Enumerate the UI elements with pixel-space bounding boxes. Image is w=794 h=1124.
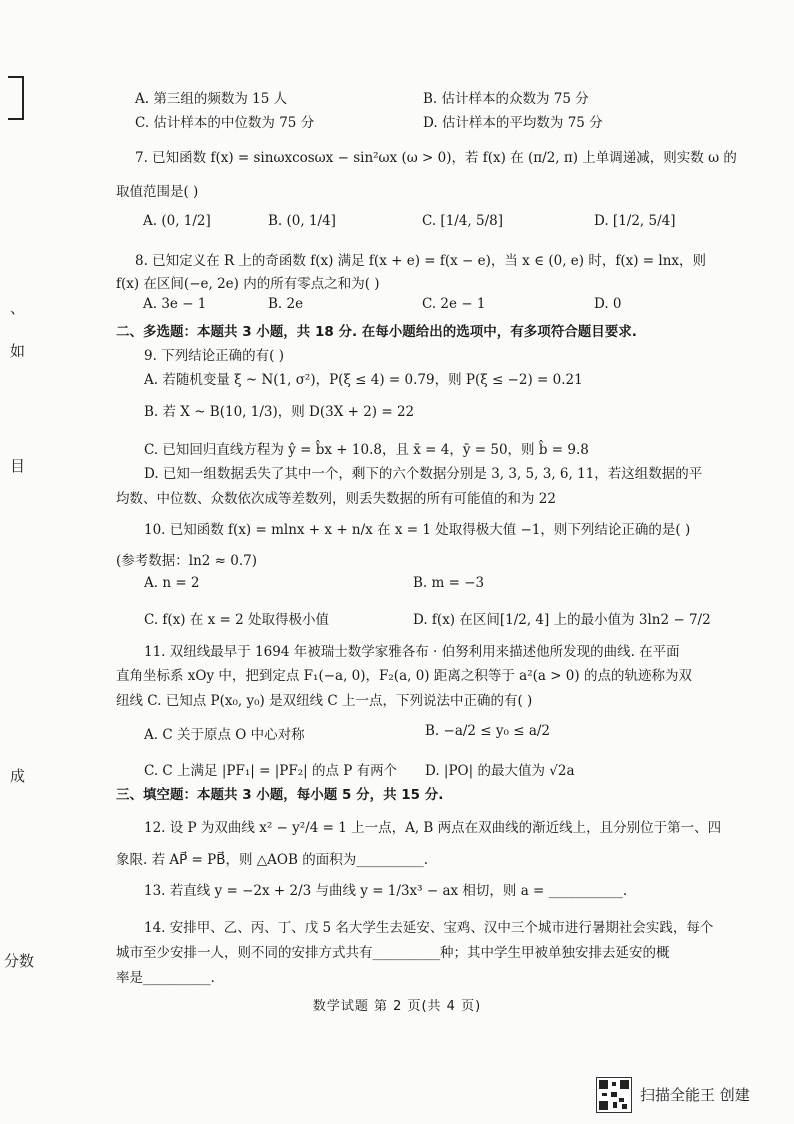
q10-option-c: C. f(x) 在 x = 2 处取得极小值 — [144, 612, 330, 628]
q6-option-a: A. 第三组的频数为 15 人 — [135, 91, 288, 107]
q7-option-d: D. [1/2, 5/4] — [594, 213, 676, 229]
margin-mark-4: 成 — [10, 767, 26, 785]
q9-option-d-line2: 均数、中位数、众数依次成等差数列，则丢失数据的所有可能值的和为 22 — [116, 491, 556, 507]
q12-line1: 12. 设 P 为双曲线 x² − y²/4 = 1 上一点，A, B 两点在双曲线的渐近线上，且分别位于第一、四 — [144, 820, 722, 836]
margin-mark-3: 目 — [10, 457, 26, 475]
q11-stem-line1: 11. 双纽线最早于 1694 年被瑞士数学家雅各布 · 伯努利用来描述他所发现的曲线. 在平面 — [144, 644, 680, 660]
q8-option-d: D. 0 — [594, 296, 622, 312]
section-2-heading: 二、多选题：本题共 3 小题，共 18 分. 在每小题给出的选项中，有多项符合题目要求. — [116, 324, 637, 340]
q9-option-d-line1: D. 已知一组数据丢失了其中一个，剩下的六个数据分别是 3, 3, 5, 3, 6, 11，若这组数据的平 — [144, 466, 703, 482]
q12-line2: 象限. 若 AP⃗ = PB⃗，则 △AOB 的面积为__________. — [116, 852, 428, 868]
margin-mark-1: 、 — [10, 299, 26, 317]
q8-option-c: C. 2e − 1 — [422, 296, 486, 312]
q6-option-b: B. 估计样本的众数为 75 分 — [423, 91, 589, 107]
q14-line1: 14. 安排甲、乙、丙、丁、戊 5 名大学生去延安、宝鸡、汉中三个城市进行暑期社会实践，每个 — [144, 920, 714, 936]
q7-option-c: C. [1/4, 5/8] — [422, 213, 503, 229]
q14-line2: 城市至少安排一人，则不同的安排方式共有__________种；其中学生甲被单独安排去延安的概 — [116, 945, 670, 961]
q10-option-a: A. n = 2 — [144, 575, 200, 591]
section-3-heading: 三、填空题：本题共 3 小题，每小题 5 分，共 15 分. — [116, 787, 444, 803]
qr-code-icon — [596, 1077, 632, 1113]
q14-line3: 率是__________. — [116, 970, 215, 986]
q7-option-b: B. (0, 1/4] — [268, 213, 336, 229]
q10-option-d: D. f(x) 在区间[1/2, 4] 上的最小值为 3ln2 − 7/2 — [413, 612, 711, 628]
q7-option-a: A. (0, 1/2] — [143, 213, 211, 229]
q6-option-d: D. 估计样本的平均数为 75 分 — [423, 115, 603, 131]
q10-stem-line2: (参考数据：ln2 ≈ 0.7) — [116, 553, 257, 569]
q9-stem: 9. 下列结论正确的有( ) — [144, 348, 284, 364]
q8-option-b: B. 2e — [268, 296, 304, 312]
q13-line1: 13. 若直线 y = −2x + 2/3 与曲线 y = 1/3x³ − ax 相切，则 a = ___________. — [144, 883, 628, 899]
q6-option-c: C. 估计样本的中位数为 75 分 — [135, 115, 315, 131]
q7-stem-line2: 取值范围是( ) — [116, 184, 199, 200]
q11-option-c: C. C 上满足 |PF₁| = |PF₂| 的点 P 有两个 — [144, 763, 398, 779]
q8-stem-line2: f(x) 在区间(−e, 2e) 内的所有零点之和为( ) — [116, 276, 380, 292]
q9-option-a: A. 若随机变量 ξ ~ N(1, σ²)，P(ξ ≤ 4) = 0.79，则 P(ξ ≤ −2) = 0.21 — [144, 372, 583, 388]
q11-option-d: D. |PO| 的最大值为 √2a — [425, 763, 575, 779]
margin-mark-5: 分数 — [4, 952, 35, 970]
q11-option-b: B. −a/2 ≤ y₀ ≤ a/2 — [425, 723, 551, 739]
page-footer: 数学试题 第 2 页(共 4 页) — [312, 999, 482, 1014]
q8-stem-line1: 8. 已知定义在 R 上的奇函数 f(x) 满足 f(x + e) = f(x − e)，当 x ∈ (0, e) 时，f(x) = lnx，则 — [135, 253, 707, 269]
q9-option-c: C. 已知回归直线方程为 ŷ = b̂x + 10.8，且 x̄ = 4，ȳ = 50，则 b̂ = 9.8 — [144, 442, 589, 458]
scanner-watermark-label: 扫描全能王 创建 — [640, 1086, 750, 1104]
q8-option-a: A. 3e − 1 — [143, 296, 207, 312]
q7-stem-line1: 7. 已知函数 f(x) = sinωxcosωx − sin²ωx (ω > 0)，若 f(x) 在 (π/2, π) 上单调递减，则实数 ω 的 — [135, 150, 737, 166]
q10-option-b: B. m = −3 — [413, 575, 485, 591]
margin-mark-2: 如 — [10, 342, 26, 360]
q11-stem-line2: 直角坐标系 xOy 中，把到定点 F₁(−a, 0)，F₂(a, 0) 距离之积等于 a²(a > 0) 的点的轨迹称为双 — [116, 668, 692, 684]
binding-bracket — [8, 76, 24, 120]
q10-stem-line1: 10. 已知函数 f(x) = mlnx + x + n/x 在 x = 1 处取得极大值 −1，则下列结论正确的是( ) — [144, 522, 691, 538]
q11-stem-line3: 纽线 C. 已知点 P(x₀, y₀) 是双纽线 C 上一点，下列说法中正确的有( ) — [116, 693, 533, 709]
q11-option-a: A. C 关于原点 O 中心对称 — [144, 727, 305, 743]
q9-option-b: B. 若 X ~ B(10, 1/3)，则 D(3X + 2) = 22 — [144, 404, 415, 420]
